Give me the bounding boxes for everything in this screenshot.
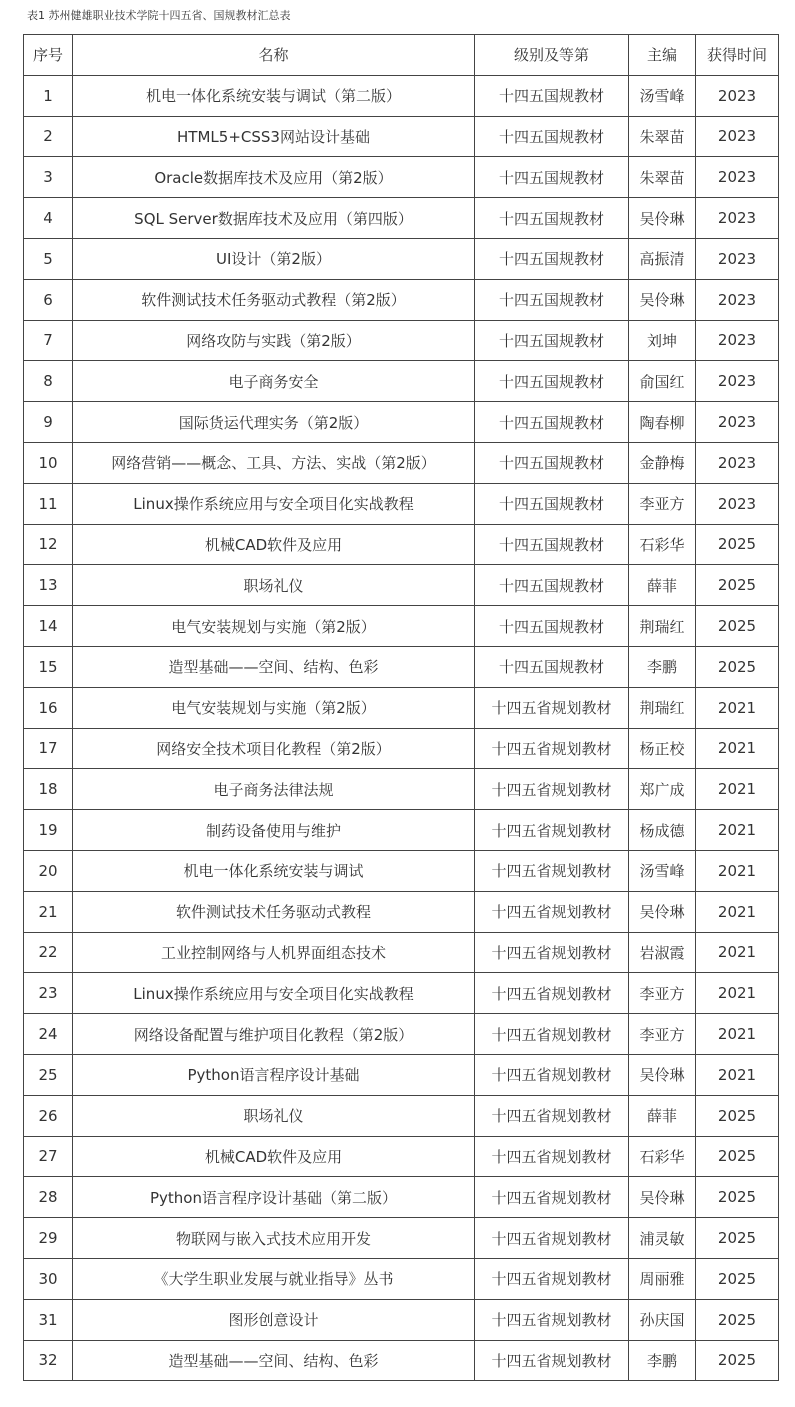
cell-editor: 朱翠苗: [629, 116, 696, 157]
cell-level: 十四五国规教材: [475, 238, 629, 279]
cell-year: 2021: [696, 891, 779, 932]
table-row: [24, 565, 779, 606]
cell-level: 十四五国规教材: [475, 483, 629, 524]
table-row: [24, 646, 779, 687]
cell-level: 十四五国规教材: [475, 320, 629, 361]
cell-year: 2025: [696, 606, 779, 647]
cell-editor: 吴伶琳: [629, 198, 696, 239]
cell-name: 物联网与嵌入式技术应用开发: [73, 1218, 475, 1259]
cell-year: 2021: [696, 932, 779, 973]
cell-editor: 荆瑞红: [629, 606, 696, 647]
cell-level: 十四五国规教材: [475, 75, 629, 116]
cell-index: 2: [24, 116, 73, 157]
table-row: [24, 483, 779, 524]
cell-index: 1: [24, 75, 73, 116]
cell-index: 25: [24, 1054, 73, 1095]
cell-year: 2023: [696, 116, 779, 157]
cell-index: 11: [24, 483, 73, 524]
table-row: [24, 1095, 779, 1136]
cell-index: 8: [24, 361, 73, 402]
cell-editor: 吴伶琳: [629, 1054, 696, 1095]
table-row: [24, 1054, 779, 1095]
cell-name: SQL Server数据库技术及应用（第四版）: [73, 198, 475, 239]
cell-level: 十四五国规教材: [475, 442, 629, 483]
cell-editor: 薛菲: [629, 565, 696, 606]
cell-name: 机械CAD软件及应用: [73, 524, 475, 565]
cell-name: 造型基础——空间、结构、色彩: [73, 1340, 475, 1381]
cell-index: 17: [24, 728, 73, 769]
cell-editor: 汤雪峰: [629, 850, 696, 891]
table-row: [24, 728, 779, 769]
cell-editor: 李鹏: [629, 646, 696, 687]
cell-editor: 俞国红: [629, 361, 696, 402]
cell-year: 2021: [696, 728, 779, 769]
cell-index: 22: [24, 932, 73, 973]
cell-year: 2025: [696, 1299, 779, 1340]
cell-year: 2021: [696, 1014, 779, 1055]
cell-index: 6: [24, 279, 73, 320]
cell-name: 网络攻防与实践（第2版）: [73, 320, 475, 361]
cell-index: 32: [24, 1340, 73, 1381]
cell-editor: 浦灵敏: [629, 1218, 696, 1259]
cell-editor: 薛菲: [629, 1095, 696, 1136]
cell-name: HTML5+CSS3网站设计基础: [73, 116, 475, 157]
cell-level: 十四五省规划教材: [475, 1258, 629, 1299]
cell-level: 十四五国规教材: [475, 565, 629, 606]
table-row: [24, 810, 779, 851]
cell-index: 4: [24, 198, 73, 239]
header-editor: 主编: [629, 35, 696, 76]
cell-index: 19: [24, 810, 73, 851]
cell-level: 十四五省规划教材: [475, 1299, 629, 1340]
cell-editor: 荆瑞红: [629, 687, 696, 728]
table-row: [24, 320, 779, 361]
cell-name: Linux操作系统应用与安全项目化实战教程: [73, 483, 475, 524]
cell-index: 27: [24, 1136, 73, 1177]
cell-year: 2023: [696, 75, 779, 116]
cell-level: 十四五国规教材: [475, 157, 629, 198]
table-row: [24, 1258, 779, 1299]
cell-index: 18: [24, 769, 73, 810]
cell-year: 2023: [696, 279, 779, 320]
cell-index: 10: [24, 442, 73, 483]
cell-year: 2025: [696, 1258, 779, 1299]
cell-index: 9: [24, 402, 73, 443]
cell-level: 十四五国规教材: [475, 402, 629, 443]
cell-editor: 金静梅: [629, 442, 696, 483]
table-row: [24, 850, 779, 891]
cell-level: 十四五省规划教材: [475, 687, 629, 728]
table-row: [24, 1136, 779, 1177]
cell-name: 工业控制网络与人机界面组态技术: [73, 932, 475, 973]
cell-index: 21: [24, 891, 73, 932]
cell-level: 十四五国规教材: [475, 116, 629, 157]
cell-name: 《大学生职业发展与就业指导》丛书: [73, 1258, 475, 1299]
table-row: [24, 279, 779, 320]
cell-name: 软件测试技术任务驱动式教程: [73, 891, 475, 932]
cell-editor: 石彩华: [629, 1136, 696, 1177]
table-row: [24, 1299, 779, 1340]
cell-editor: 汤雪峰: [629, 75, 696, 116]
table-row: [24, 361, 779, 402]
cell-level: 十四五省规划教材: [475, 1218, 629, 1259]
cell-editor: 石彩华: [629, 524, 696, 565]
cell-level: 十四五省规划教材: [475, 1340, 629, 1381]
cell-index: 28: [24, 1177, 73, 1218]
cell-level: 十四五国规教材: [475, 606, 629, 647]
table-row: [24, 606, 779, 647]
cell-year: 2023: [696, 238, 779, 279]
cell-year: 2021: [696, 1054, 779, 1095]
table-row: [24, 932, 779, 973]
cell-level: 十四五省规划教材: [475, 769, 629, 810]
cell-editor: 李亚方: [629, 973, 696, 1014]
cell-level: 十四五国规教材: [475, 361, 629, 402]
cell-year: 2023: [696, 402, 779, 443]
cell-name: 电气安装规划与实施（第2版）: [73, 606, 475, 647]
table-row: [24, 891, 779, 932]
table-row: [24, 973, 779, 1014]
header-level: 级别及等第: [475, 35, 629, 76]
table-row: [24, 116, 779, 157]
table-row: [24, 157, 779, 198]
cell-year: 2023: [696, 198, 779, 239]
table-row: [24, 524, 779, 565]
cell-editor: 岩淑霞: [629, 932, 696, 973]
cell-editor: 高振清: [629, 238, 696, 279]
cell-name: UI设计（第2版）: [73, 238, 475, 279]
cell-index: 13: [24, 565, 73, 606]
table-caption: 表1 苏州健雄职业技术学院十四五省、国规教材汇总表: [27, 9, 291, 22]
cell-name: 机电一体化系统安装与调试（第二版）: [73, 75, 475, 116]
cell-name: 图形创意设计: [73, 1299, 475, 1340]
table-row: [24, 1177, 779, 1218]
cell-name: 机械CAD软件及应用: [73, 1136, 475, 1177]
cell-name: 机电一体化系统安装与调试: [73, 850, 475, 891]
cell-year: 2021: [696, 810, 779, 851]
cell-name: 制药设备使用与维护: [73, 810, 475, 851]
cell-name: 网络安全技术项目化教程（第2版）: [73, 728, 475, 769]
cell-level: 十四五省规划教材: [475, 728, 629, 769]
textbook-table: [23, 34, 779, 1381]
cell-name: 国际货运代理实务（第2版）: [73, 402, 475, 443]
cell-year: 2025: [696, 1218, 779, 1259]
cell-index: 30: [24, 1258, 73, 1299]
cell-name: 网络营销——概念、工具、方法、实战（第2版）: [73, 442, 475, 483]
cell-editor: 刘坤: [629, 320, 696, 361]
cell-year: 2023: [696, 442, 779, 483]
cell-editor: 吴伶琳: [629, 1177, 696, 1218]
cell-editor: 杨正校: [629, 728, 696, 769]
cell-name: Python语言程序设计基础: [73, 1054, 475, 1095]
cell-name: Linux操作系统应用与安全项目化实战教程: [73, 973, 475, 1014]
cell-index: 29: [24, 1218, 73, 1259]
table-row: [24, 1218, 779, 1259]
cell-level: 十四五国规教材: [475, 279, 629, 320]
cell-index: 20: [24, 850, 73, 891]
cell-name: 造型基础——空间、结构、色彩: [73, 646, 475, 687]
cell-editor: 杨成德: [629, 810, 696, 851]
cell-level: 十四五省规划教材: [475, 1177, 629, 1218]
cell-editor: 郑广成: [629, 769, 696, 810]
table-row: [24, 198, 779, 239]
cell-year: 2021: [696, 769, 779, 810]
cell-name: 职场礼仪: [73, 1095, 475, 1136]
header-row: [24, 35, 779, 76]
cell-year: 2021: [696, 687, 779, 728]
cell-index: 16: [24, 687, 73, 728]
cell-level: 十四五省规划教材: [475, 891, 629, 932]
header-name: 名称: [73, 35, 475, 76]
table-row: [24, 238, 779, 279]
table-row: [24, 442, 779, 483]
cell-year: 2025: [696, 1136, 779, 1177]
cell-level: 十四五省规划教材: [475, 1054, 629, 1095]
cell-index: 12: [24, 524, 73, 565]
header-year: 获得时间: [696, 35, 779, 76]
cell-year: 2025: [696, 1095, 779, 1136]
cell-year: 2023: [696, 320, 779, 361]
cell-editor: 吴伶琳: [629, 279, 696, 320]
table-row: [24, 75, 779, 116]
cell-index: 5: [24, 238, 73, 279]
cell-editor: 李鹏: [629, 1340, 696, 1381]
table-row: [24, 1014, 779, 1055]
cell-editor: 李亚方: [629, 483, 696, 524]
cell-name: 职场礼仪: [73, 565, 475, 606]
cell-level: 十四五国规教材: [475, 524, 629, 565]
table-row: [24, 402, 779, 443]
table-row: [24, 1340, 779, 1381]
cell-index: 24: [24, 1014, 73, 1055]
cell-year: 2025: [696, 524, 779, 565]
table-row: [24, 687, 779, 728]
cell-editor: 李亚方: [629, 1014, 696, 1055]
cell-level: 十四五省规划教材: [475, 932, 629, 973]
cell-name: 网络设备配置与维护项目化教程（第2版）: [73, 1014, 475, 1055]
cell-index: 14: [24, 606, 73, 647]
cell-year: 2023: [696, 157, 779, 198]
cell-editor: 陶春柳: [629, 402, 696, 443]
cell-level: 十四五省规划教材: [475, 973, 629, 1014]
cell-year: 2025: [696, 1340, 779, 1381]
cell-year: 2025: [696, 646, 779, 687]
cell-year: 2025: [696, 565, 779, 606]
cell-level: 十四五省规划教材: [475, 1136, 629, 1177]
cell-index: 3: [24, 157, 73, 198]
cell-name: 电子商务法律法规: [73, 769, 475, 810]
cell-editor: 孙庆国: [629, 1299, 696, 1340]
cell-year: 2023: [696, 361, 779, 402]
cell-level: 十四五省规划教材: [475, 810, 629, 851]
cell-name: 电气安装规划与实施（第2版）: [73, 687, 475, 728]
cell-editor: 朱翠苗: [629, 157, 696, 198]
cell-year: 2021: [696, 850, 779, 891]
cell-year: 2021: [696, 973, 779, 1014]
cell-year: 2025: [696, 1177, 779, 1218]
cell-level: 十四五国规教材: [475, 198, 629, 239]
cell-name: Oracle数据库技术及应用（第2版）: [73, 157, 475, 198]
cell-index: 7: [24, 320, 73, 361]
cell-index: 26: [24, 1095, 73, 1136]
cell-name: 电子商务安全: [73, 361, 475, 402]
cell-level: 十四五省规划教材: [475, 850, 629, 891]
cell-level: 十四五省规划教材: [475, 1014, 629, 1055]
cell-year: 2023: [696, 483, 779, 524]
table-row: [24, 769, 779, 810]
cell-index: 23: [24, 973, 73, 1014]
cell-index: 15: [24, 646, 73, 687]
cell-level: 十四五国规教材: [475, 646, 629, 687]
cell-name: 软件测试技术任务驱动式教程（第2版）: [73, 279, 475, 320]
cell-level: 十四五省规划教材: [475, 1095, 629, 1136]
header-index: 序号: [24, 35, 73, 76]
cell-editor: 周丽雅: [629, 1258, 696, 1299]
cell-editor: 吴伶琳: [629, 891, 696, 932]
cell-index: 31: [24, 1299, 73, 1340]
cell-name: Python语言程序设计基础（第二版）: [73, 1177, 475, 1218]
table-body: [24, 75, 779, 1381]
